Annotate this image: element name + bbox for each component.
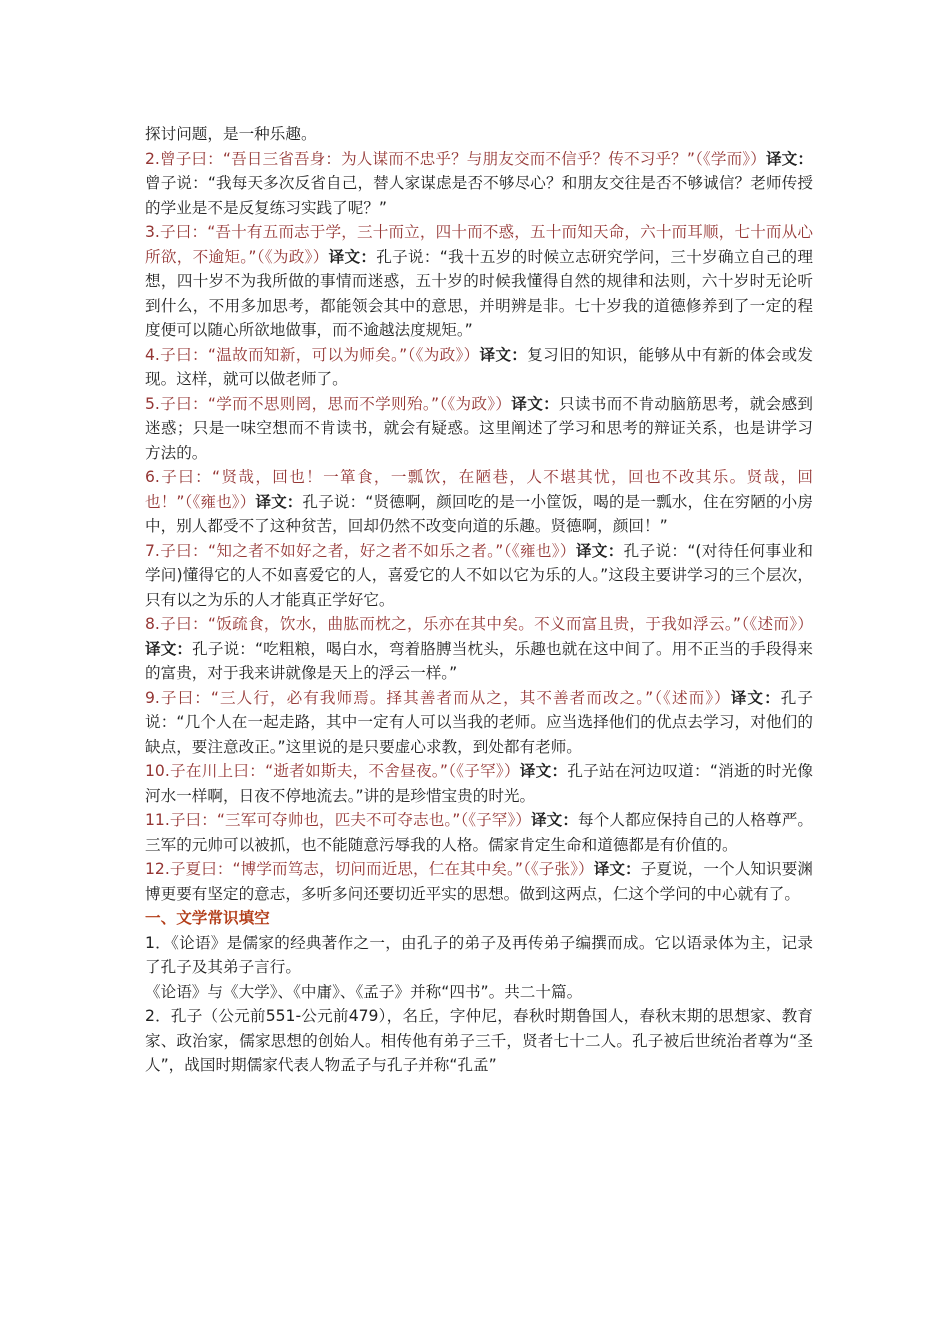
entry-6 xyxy=(145,465,813,539)
entry-2 xyxy=(145,147,813,221)
entry-translation: 复习旧的知识，能够从中有新的体会或发现。这样，就可以做老师了。 xyxy=(145,345,813,388)
translation-label: 译文： xyxy=(479,345,528,364)
entry-quote: 6.子曰：“贤哉，回也！一箪食，一瓢饮，在陋巷，人不堪其忧，回也不改其乐。贤哉，回也！” xyxy=(145,468,813,511)
entry-source: （《为政》） xyxy=(407,345,480,364)
entry-source: （《述而》） xyxy=(741,615,813,633)
document-body xyxy=(145,122,813,1078)
entry-10 xyxy=(145,759,813,808)
entry-translation: 子夏说，一个人知识要渊博更要有坚定的意志，多听多问还要切近平实的思想。做到这两点，仁这个学问的中心就有了。 xyxy=(145,860,813,903)
entry-quote: 9.子曰：“三人行，必有我师焉。择其善者而从之，其不善者而改之。” xyxy=(145,688,654,707)
translation-label: 译文： xyxy=(765,149,813,168)
note-1: 1．《论语》是儒家的经典著作之一，由孔子的弟子及再传弟子编撰而成。它以语录体为主，记录了孔子及其弟子言行。 xyxy=(145,933,813,976)
entry-translation: 孔子说：“(对待任何事业和学问)懂得它的人不如喜爱它的人，喜爱它的人不如以它为乐的人。”这段主要讲学习的三个层次，只有以之为乐的人才能真正学好它。 xyxy=(145,541,813,609)
translation-label: 译文： xyxy=(519,762,568,780)
entry-source: （《雍也》） xyxy=(184,492,256,511)
entry-source: （《为政》） xyxy=(439,394,512,413)
entry-quote: 2.曾子曰：“吾日三省吾身：为人谋而不忠乎？与朋友交而不信乎？传不习乎？” xyxy=(145,149,695,168)
entry-source: （《子罕》） xyxy=(447,762,520,780)
entry-quote: 5.子曰：“学而不思则罔，思而不学则殆。” xyxy=(145,394,440,413)
entry-source: （《子张》） xyxy=(523,860,594,878)
section-heading: 一、文学常识填空 xyxy=(145,909,270,927)
entry-translation: 孔子说：“几个人在一起走路，其中一定有人可以当我的老师。应当选择他们的优点去学习，对他们的缺点，要注意改正。”这里说的是只要虚心求教，到处都有老师。 xyxy=(145,688,813,756)
translation-label: 译文： xyxy=(145,639,193,658)
note-2: 2．孔子（公元前551-公元前479），名丘，字仲尼，春秋时期鲁国人，春秋末期的思想家、教育家、政治家，儒家思想的创始人。相传他有弟子三千，贤者七十二人。孔子被后世统治者尊为“圣人”，战国时期儒家代表人物孟子与孔子并称“孔孟” xyxy=(145,1007,813,1074)
note-four-books: 《论语》与《大学》、《中庸》、《孟子》并称“四书”。共二十篇。 xyxy=(145,982,583,1001)
translation-label: 译文： xyxy=(593,860,641,878)
entry-translation: 孔子说：“吃粗粮，喝白水，弯着胳膊当枕头，乐趣也就在这中间了。用不正当的手段得来的富贵，对于我来讲就像是天上的浮云一样。” xyxy=(145,639,813,682)
entry-4 xyxy=(145,343,813,392)
entry-source: （《子罕》） xyxy=(460,811,532,829)
entry-source: （《学而》） xyxy=(694,149,766,168)
entry-source: （《为政》） xyxy=(256,247,329,266)
entry-source: （《雍也》） xyxy=(503,541,576,560)
entry-11 xyxy=(145,808,813,857)
entry-3 xyxy=(145,220,813,343)
intro-tail: 探讨问题，是一种乐趣。 xyxy=(145,125,317,143)
translation-label: 译文： xyxy=(255,492,303,511)
entry-translation: 孔子说：“我十五岁的时候立志研究学问，三十岁确立自己的理想，四十岁不为我所做的事情而迷惑，五十岁的时候我懂得自然的规律和法则，六十岁时无论听到什么，不用多加思考，都能领会其中的意思，并明辨是非。七十岁我的道德修养到了一定的程度便可以随心所欲地做事，而不逾越法度规矩。” xyxy=(145,247,813,339)
translation-label: 译文： xyxy=(328,247,377,266)
translation-label: 译文： xyxy=(575,541,624,560)
entry-quote: 8.子曰：“饭疏食，饮水，曲肱而枕之，乐亦在其中矣。不义而富且贵，于我如浮云。” xyxy=(145,615,742,633)
entry-quote: 3.子曰：“吾十有五而志于学，三十而立，四十而不惑，五十而知天命，六十而耳顺，七十而从心所欲，不逾矩。” xyxy=(145,223,813,266)
entry-8 xyxy=(145,612,813,686)
entry-translation: 孔子站在河边叹道：“消逝的时光像河水一样啊，日夜不停地流去。”讲的是珍惜宝贵的时光。 xyxy=(145,762,813,805)
entry-translation: 每个人都应保持自己的人格尊严。三军的元帅可以被抓，也不能随意污辱我的人格。儒家肯定生命和道德都是有价值的。 xyxy=(145,811,813,854)
entry-quote: 7.子曰：“知之者不如好之者，好之者不如乐之者。” xyxy=(145,541,504,560)
translation-label: 译文： xyxy=(531,811,579,829)
entry-source: （《述而》） xyxy=(653,688,731,707)
entry-quote: 12.子夏曰：“博学而笃志，切问而近思，仁在其中矣。” xyxy=(145,860,523,878)
entry-quote: 4.子曰：“温故而知新，可以为师矣。” xyxy=(145,345,408,364)
entry-quote: 11.子曰：“三军可夺帅也，匹夫不可夺志也。” xyxy=(145,811,461,829)
entry-quote: 10.子在川上曰：“逝者如斯夫，不舍昼夜。” xyxy=(145,762,448,780)
entry-7 xyxy=(145,539,813,613)
translation-label: 译文： xyxy=(511,394,559,413)
entry-9 xyxy=(145,686,813,760)
entry-12 xyxy=(145,857,813,906)
entry-translation: 曾子说：“我每天多次反省自己，替人家谋虑是否不够尽心？和朋友交往是否不够诚信？老师传授的学业是不是反复练习实践了呢？” xyxy=(145,174,813,217)
entry-5 xyxy=(145,392,813,466)
entry-translation: 只读书而不肯动脑筋思考，就会感到迷惑；只是一味空想而不肯读书，就会有疑惑。这里阐述了学习和思考的辩证关系，也是讲学习方法的。 xyxy=(145,394,813,462)
translation-label: 译文： xyxy=(730,688,781,707)
entry-translation: 孔子说：“贤德啊，颜回吃的是一小筐饭，喝的是一瓢水，住在穷陋的小房中，别人都受不了这种贫苦，回却仍然不改变向道的乐趣。贤德啊，颜回！” xyxy=(145,492,813,535)
